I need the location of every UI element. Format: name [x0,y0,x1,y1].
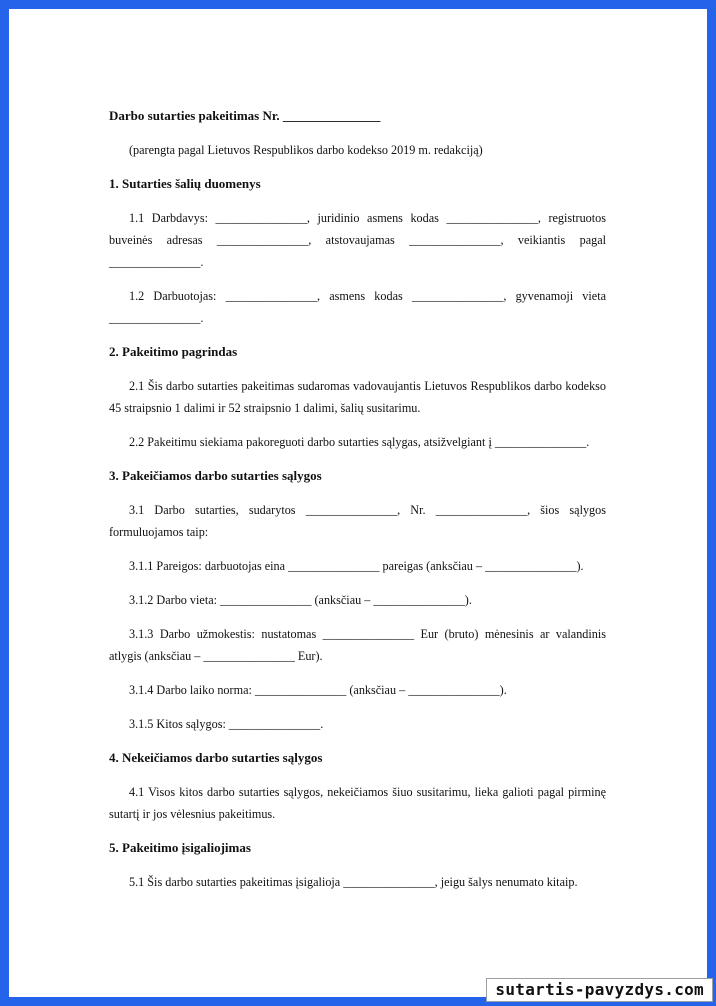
section-heading-1: 1. Sutarties šalių duomenys [109,176,261,191]
paragraph-1-2: 1.2 Darbuotojas: _______________, asmens kodas _______________, gyvenamoji vieta _______________. [109,289,606,325]
paragraph-3-1-5: 3.1.5 Kitos sąlygos: _______________. [129,717,324,731]
document-note: (parengta pagal Lietuvos Respublikos darbo kodekso 2019 m. redakciją) [129,143,483,157]
paragraph-2-1: 2.1 Šis darbo sutarties pakeitimas sudaromas vadovaujantis Lietuvos Respublikos darbo kodekso 45 straipsnio 1 dalimi ir 52 straipsnio 1 dalimi, šalių susitarimu. [109,379,606,415]
watermark-label: sutartis-pavyzdys.com [486,978,713,1002]
paragraph-3-1-2: 3.1.2 Darbo vieta: _______________ (anksčiau – _______________). [129,593,472,607]
paragraph-5-1: 5.1 Šis darbo sutarties pakeitimas įsigalioja _______________, jeigu šalys nenumato kitaip. [129,875,578,889]
paragraph-3-1-1: 3.1.1 Pareigos: darbuotojas eina _______________ pareigas (anksčiau – _______________). [129,559,584,573]
paragraph-2-2: 2.2 Pakeitimu siekiama pakoreguoti darbo sutarties sąlygas, atsižvelgiant į _______________. [129,435,590,449]
section-heading-4: 4. Nekeičiamos darbo sutarties sąlygos [109,750,323,765]
paragraph-3-1-4: 3.1.4 Darbo laiko norma: _______________ (anksčiau – _______________). [129,683,507,697]
paragraph-4-1: 4.1 Visos kitos darbo sutarties sąlygos, nekeičiamos šiuo susitarimu, lieka galioti pagal pirminę sutartį ir jos vėlesnius pakeitimus. [109,785,606,821]
paragraph-3-1: 3.1 Darbo sutarties, sudarytos _______________, Nr. _______________, šios sąlygos formuluojamos taip: [109,503,606,539]
document-title: Darbo sutarties pakeitimas Nr. _______________ [109,108,381,123]
section-heading-5: 5. Pakeitimo įsigaliojimas [109,840,251,855]
document-content [109,105,606,905]
section-heading-2: 2. Pakeitimo pagrindas [109,344,238,359]
paragraph-3-1-3: 3.1.3 Darbo užmokestis: nustatomas _______________ Eur (bruto) mėnesinis ar valandinis atlygis (anksčiau – _______________ Eur). [109,627,606,663]
paragraph-1-1: 1.1 Darbdavys: _______________, juridinio asmens kodas _______________, registruotos buveinės adresas _______________, atstovaujamas _______________, veikiantis pagal _______________. [109,211,606,269]
section-heading-3: 3. Pakeičiamos darbo sutarties sąlygos [109,468,322,483]
document-page [9,9,707,997]
